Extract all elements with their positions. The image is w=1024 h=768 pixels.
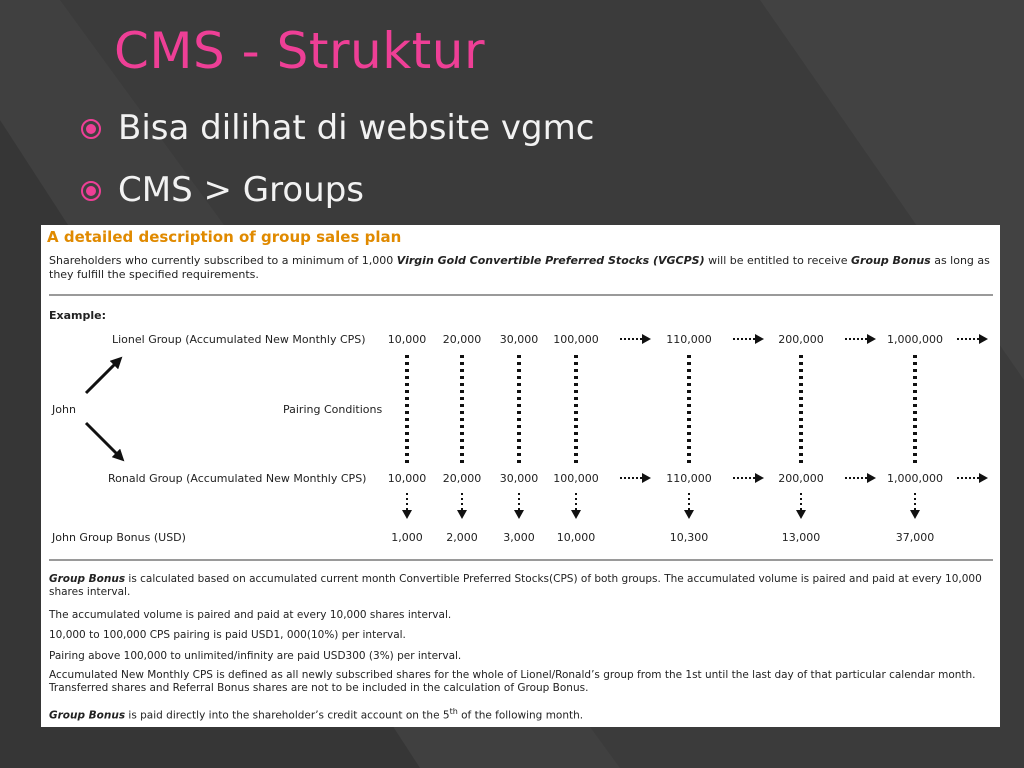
down-arrow-icon [796,510,806,519]
down-arrow-icon [402,510,412,519]
bonus-label: John Group Bonus (USD) [52,531,186,544]
down-arrow-icon [571,510,581,519]
lionel-group-label: Lionel Group (Accumulated New Monthly CPS) [112,333,366,346]
note-text: is calculated based on accumulated current month Convertible Preferred Stocks(CPS) of both groups. The accumulated volume is paired and paid at every 10,000 shares interval. [49,573,982,598]
down-arrow-icon [86,423,121,458]
note-bold: Group Bonus [49,573,126,585]
lionel-volume-value: 1,000,000 [887,333,943,346]
bonus-value: 2,000 [446,531,478,544]
down-arrow-icon [910,510,920,519]
next-arrow-icon [867,473,876,483]
lionel-volume-value: 30,000 [499,333,539,346]
ronald-volume-value: 30,000 [499,472,539,485]
ronald-group-label: Ronald Group (Accumulated New Monthly CPS) [108,472,367,485]
note-definition: Accumulated New Monthly CPS is defined as all newly subscribed shares for the whole of Lionel/Ronald’s group from the 1st until the last day of that particular calendar month. Transferred shares and Referral Bonus shares are not to be included in the calculation of Group Bonus. [49,669,976,694]
bonus-value: 1,000 [391,531,423,544]
panel-heading: A detailed description of group sales plan [47,228,402,246]
next-arrow-icon [979,334,988,344]
ronald-volume-value: 200,000 [778,472,824,485]
next-arrow-icon [979,473,988,483]
next-arrow-icon [867,334,876,344]
note-text: of the following month. [457,709,584,722]
note-payment [49,705,995,723]
slide-title: CMS - Struktur [114,22,486,80]
intro-part: will be entitled to receive [704,254,851,267]
up-arrow-icon [86,360,119,393]
ronald-volume-value: 110,000 [666,472,712,485]
note-pairing-10pct: 10,000 to 100,000 CPS pairing is paid USD1, 000(10%) per interval. [49,629,406,641]
note-interval: The accumulated volume is paired and paid at every 10,000 shares interval. [49,609,452,621]
lionel-volume-value: 110,000 [666,333,712,346]
ronald-volume-value: 10,000 [387,472,427,485]
group-sales-plan-panel [41,225,1000,727]
note-group-bonus-calc [49,573,995,599]
next-arrow-icon [642,334,651,344]
bonus-value: 3,000 [503,531,535,544]
ronald-volume-value: 20,000 [442,472,482,485]
next-arrow-icon [642,473,651,483]
bonus-value: 10,300 [669,531,709,544]
down-arrow-icon [457,510,467,519]
note-bold: Group Bonus [49,709,126,722]
bonus-value: 37,000 [895,531,935,544]
pairing-conditions-label: Pairing Conditions [283,403,383,416]
next-arrow-icon [755,334,764,344]
ronald-volume-value: 100,000 [553,472,599,485]
note-pairing-3pct: Pairing above 100,000 to unlimited/infinity are paid USD300 (3%) per interval. [49,650,462,662]
bullet-text: CMS > Groups [118,170,364,210]
intro-product-name: Virgin Gold Convertible Preferred Stocks (VGCPS) [396,254,705,267]
note-sup: th [449,707,458,716]
bullet-ring-icon [80,180,102,202]
john-label: John [52,403,76,416]
lionel-volume-value: 10,000 [387,333,427,346]
intro-part: Shareholders who currently subscribed to a minimum of 1,000 [49,254,397,267]
divider [49,559,993,561]
next-arrow-icon [755,473,764,483]
column-connectors [402,334,988,519]
intro-group-bonus: Group Bonus [851,254,931,267]
intro-part: as long as they fulfill the specified requirements. [49,254,990,281]
lionel-volume-value: 20,000 [442,333,482,346]
down-arrow-icon [684,510,694,519]
bullet-text: Bisa dilihat di website vgmc [118,108,595,148]
lionel-volume-value: 100,000 [553,333,599,346]
lionel-volume-value: 200,000 [778,333,824,346]
bonus-value: 13,000 [781,531,821,544]
down-arrow-icon [514,510,524,519]
bullet-ring-icon [80,118,102,140]
note-text: is paid directly into the shareholder’s credit account on the 5 [125,709,450,722]
bonus-value: 10,000 [556,531,596,544]
ronald-volume-value: 1,000,000 [887,472,943,485]
example-label: Example: [49,309,106,322]
